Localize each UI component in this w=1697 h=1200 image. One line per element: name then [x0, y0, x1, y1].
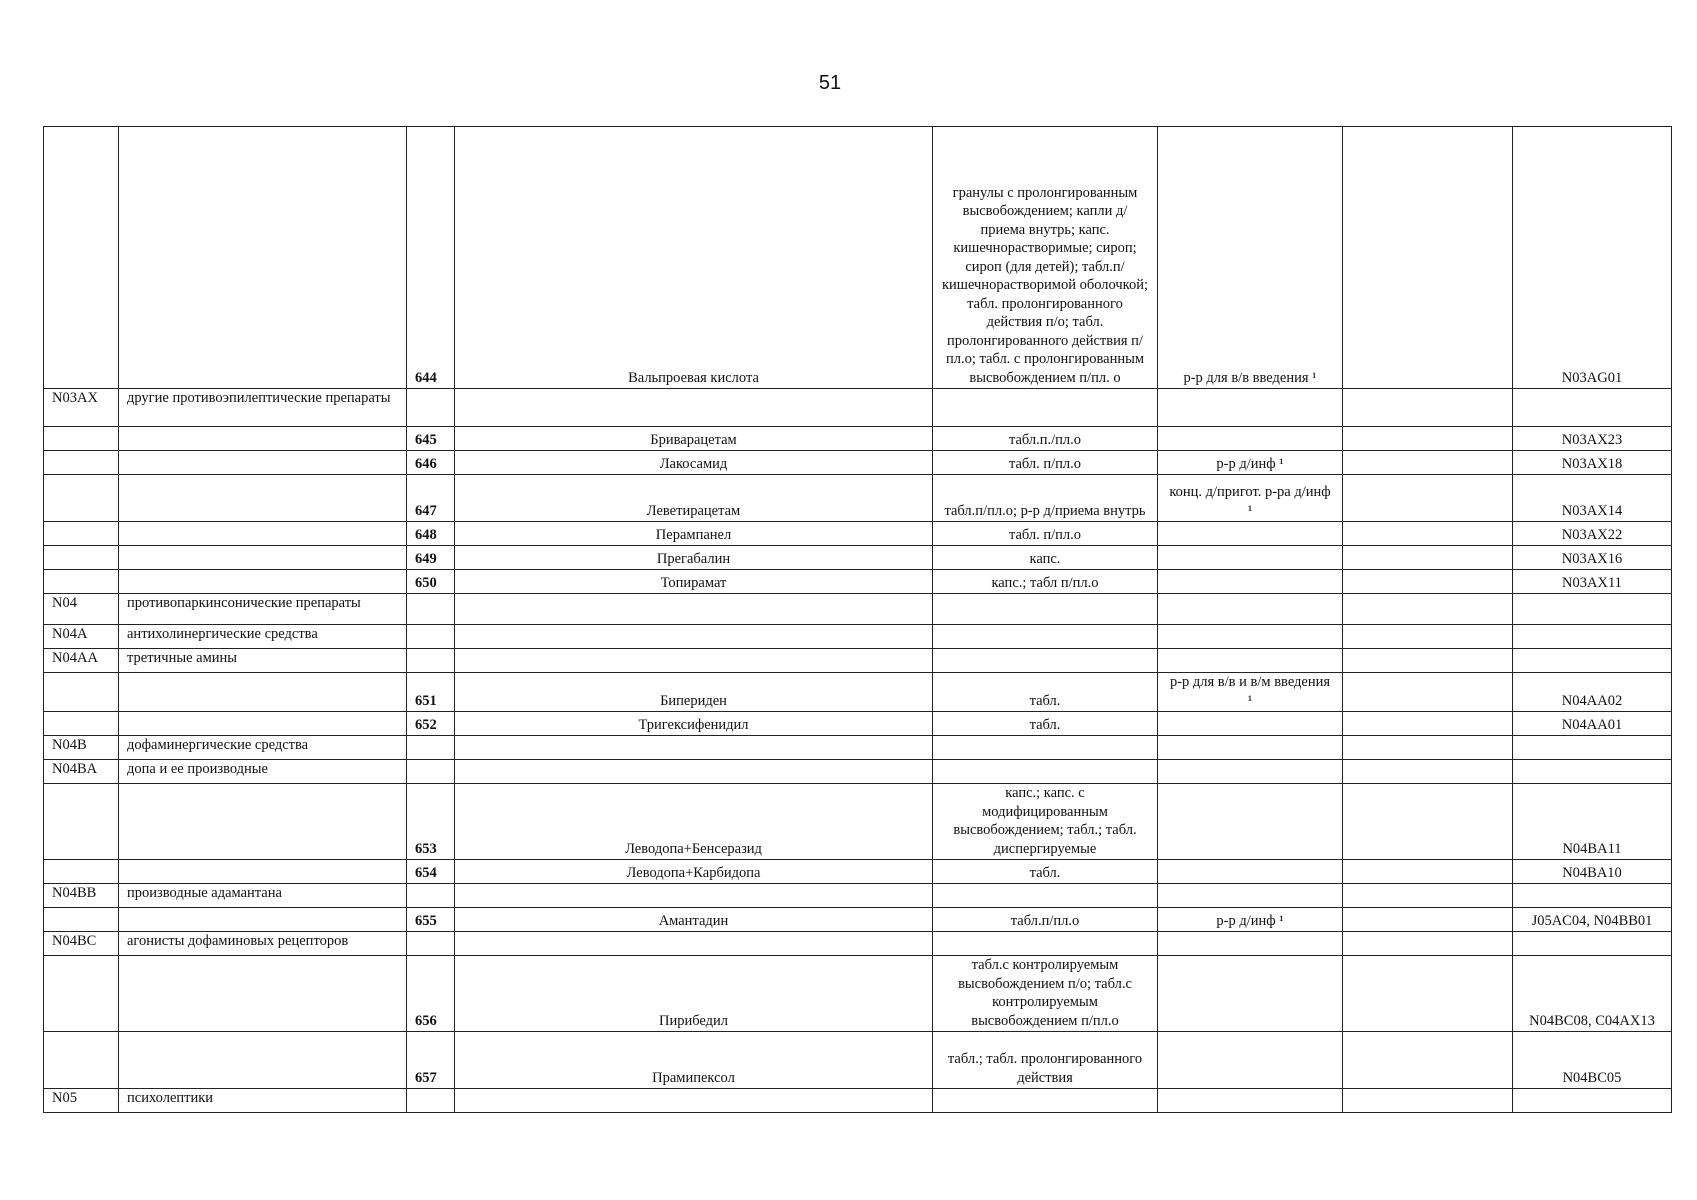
extra-cell — [1343, 884, 1513, 908]
drug-name — [455, 884, 933, 908]
atc-group-code: N04BA — [44, 760, 119, 784]
drug-name: Лакосамид — [455, 451, 933, 475]
row-number — [407, 649, 455, 673]
row-number: 648 — [407, 522, 455, 546]
table-body — [44, 127, 1672, 1113]
table-row — [44, 884, 1672, 908]
drug-name — [455, 649, 933, 673]
extra-cell — [1343, 546, 1513, 570]
injection-forms — [1158, 594, 1343, 625]
group-name: другие противоэпилептические препараты — [119, 389, 407, 427]
atc-code: N03AX23 — [1513, 427, 1672, 451]
group-name — [119, 908, 407, 932]
row-number — [407, 625, 455, 649]
atc-code — [1513, 594, 1672, 625]
group-name: агонисты дофаминовых рецепторов — [119, 932, 407, 956]
group-name — [119, 451, 407, 475]
dosage-forms: табл.; табл. пролонгированного действия — [933, 1032, 1158, 1089]
row-number: 657 — [407, 1032, 455, 1089]
extra-cell — [1343, 625, 1513, 649]
group-name — [119, 546, 407, 570]
atc-code: J05AC04, N04BB01 — [1513, 908, 1672, 932]
injection-forms — [1158, 389, 1343, 427]
extra-cell — [1343, 594, 1513, 625]
dosage-forms: капс.; капс. с модифицированным высвобождением; табл.; табл. диспергируемые — [933, 784, 1158, 860]
table-row — [44, 389, 1672, 427]
extra-cell — [1343, 712, 1513, 736]
group-name — [119, 956, 407, 1032]
injection-forms — [1158, 760, 1343, 784]
dosage-forms: табл.с контролируемым высвобождением п/о; табл.с контролируемым высвобождением п/пл.о — [933, 956, 1158, 1032]
atc-code — [1513, 760, 1672, 784]
row-number — [407, 736, 455, 760]
table-row — [44, 1089, 1672, 1113]
atc-group-code — [44, 546, 119, 570]
atc-group-code: N04AA — [44, 649, 119, 673]
group-name — [119, 127, 407, 389]
drug-name: Вальпроевая кислота — [455, 127, 933, 389]
injection-forms: р-р для в/в введения ¹ — [1158, 127, 1343, 389]
row-number — [407, 389, 455, 427]
group-name: антихолинергические средства — [119, 625, 407, 649]
atc-group-code: N04 — [44, 594, 119, 625]
injection-forms — [1158, 427, 1343, 451]
injection-forms — [1158, 1089, 1343, 1113]
atc-code — [1513, 1089, 1672, 1113]
table-row — [44, 1032, 1672, 1089]
table-row — [44, 736, 1672, 760]
injection-forms: р-р для в/в и в/м введения ¹ — [1158, 673, 1343, 712]
atc-code — [1513, 932, 1672, 956]
group-name: противопаркинсонические препараты — [119, 594, 407, 625]
atc-group-code — [44, 860, 119, 884]
injection-forms — [1158, 736, 1343, 760]
table-row — [44, 127, 1672, 389]
group-name — [119, 712, 407, 736]
row-number — [407, 1089, 455, 1113]
row-number: 646 — [407, 451, 455, 475]
group-name: дофаминергические средства — [119, 736, 407, 760]
page-number: 51 — [818, 72, 842, 94]
row-number: 653 — [407, 784, 455, 860]
group-name — [119, 522, 407, 546]
extra-cell — [1343, 736, 1513, 760]
group-name — [119, 860, 407, 884]
group-name: третичные амины — [119, 649, 407, 673]
table-row — [44, 625, 1672, 649]
extra-cell — [1343, 475, 1513, 522]
extra-cell — [1343, 1089, 1513, 1113]
drug-name — [455, 736, 933, 760]
drug-name — [455, 1089, 933, 1113]
extra-cell — [1343, 649, 1513, 673]
row-number — [407, 884, 455, 908]
row-number: 644 — [407, 127, 455, 389]
extra-cell — [1343, 956, 1513, 1032]
dosage-forms: табл. п/пл.о — [933, 522, 1158, 546]
dosage-forms — [933, 760, 1158, 784]
injection-forms: р-р д/инф ¹ — [1158, 908, 1343, 932]
table-row — [44, 712, 1672, 736]
drug-name: Бриварацетам — [455, 427, 933, 451]
group-name: психолептики — [119, 1089, 407, 1113]
table-row — [44, 760, 1672, 784]
table-row — [44, 932, 1672, 956]
atc-code — [1513, 649, 1672, 673]
row-number: 655 — [407, 908, 455, 932]
row-number — [407, 932, 455, 956]
extra-cell — [1343, 760, 1513, 784]
drug-name — [455, 594, 933, 625]
table-row — [44, 546, 1672, 570]
drug-name: Прегабалин — [455, 546, 933, 570]
extra-cell — [1343, 522, 1513, 546]
atc-code: N04BA10 — [1513, 860, 1672, 884]
injection-forms — [1158, 712, 1343, 736]
atc-group-code — [44, 451, 119, 475]
extra-cell — [1343, 932, 1513, 956]
atc-group-code: N04A — [44, 625, 119, 649]
dosage-forms: табл.п./пл.о — [933, 427, 1158, 451]
dosage-forms — [933, 884, 1158, 908]
drug-name: Леводопа+Карбидопа — [455, 860, 933, 884]
extra-cell — [1343, 570, 1513, 594]
atc-group-code — [44, 956, 119, 1032]
injection-forms — [1158, 956, 1343, 1032]
table-row — [44, 475, 1672, 522]
table-row — [44, 522, 1672, 546]
drug-name — [455, 389, 933, 427]
dosage-forms — [933, 649, 1158, 673]
drug-name: Леводопа+Бенсеразид — [455, 784, 933, 860]
atc-code: N04BC08, C04AX13 — [1513, 956, 1672, 1032]
row-number: 649 — [407, 546, 455, 570]
atc-group-code — [44, 1032, 119, 1089]
injection-forms — [1158, 649, 1343, 673]
table-row — [44, 649, 1672, 673]
injection-forms — [1158, 522, 1343, 546]
dosage-forms: табл. п/пл.о — [933, 451, 1158, 475]
atc-code: N04BC05 — [1513, 1032, 1672, 1089]
group-name — [119, 784, 407, 860]
extra-cell — [1343, 389, 1513, 427]
extra-cell — [1343, 451, 1513, 475]
dosage-forms: табл. — [933, 860, 1158, 884]
row-number: 651 — [407, 673, 455, 712]
dosage-forms: табл. — [933, 712, 1158, 736]
group-name — [119, 570, 407, 594]
atc-code — [1513, 884, 1672, 908]
atc-code: N03AX16 — [1513, 546, 1672, 570]
injection-forms — [1158, 570, 1343, 594]
row-number: 645 — [407, 427, 455, 451]
table-row — [44, 784, 1672, 860]
drug-name: Бипериден — [455, 673, 933, 712]
drug-name: Тригексифенидил — [455, 712, 933, 736]
extra-cell — [1343, 127, 1513, 389]
atc-group-code: N03AX — [44, 389, 119, 427]
drug-name: Прамипексол — [455, 1032, 933, 1089]
atc-group-code — [44, 712, 119, 736]
table-row — [44, 451, 1672, 475]
atc-group-code — [44, 673, 119, 712]
dosage-forms — [933, 1089, 1158, 1113]
drug-name: Перампанел — [455, 522, 933, 546]
extra-cell — [1343, 1032, 1513, 1089]
dosage-forms: табл.п/пл.о; р-р д/приема внутрь — [933, 475, 1158, 522]
group-name: допа и ее производные — [119, 760, 407, 784]
row-number: 656 — [407, 956, 455, 1032]
atc-code — [1513, 389, 1672, 427]
drug-name — [455, 932, 933, 956]
table-row — [44, 956, 1672, 1032]
table-row — [44, 570, 1672, 594]
atc-group-code — [44, 475, 119, 522]
drug-name — [455, 625, 933, 649]
group-name — [119, 1032, 407, 1089]
atc-code: N03AX18 — [1513, 451, 1672, 475]
extra-cell — [1343, 673, 1513, 712]
atc-group-code — [44, 427, 119, 451]
atc-group-code — [44, 784, 119, 860]
table-row — [44, 908, 1672, 932]
injection-forms — [1158, 1032, 1343, 1089]
row-number: 647 — [407, 475, 455, 522]
atc-code — [1513, 736, 1672, 760]
row-number: 652 — [407, 712, 455, 736]
dosage-forms: табл. — [933, 673, 1158, 712]
atc-code: N04AA01 — [1513, 712, 1672, 736]
injection-forms — [1158, 884, 1343, 908]
atc-group-code — [44, 908, 119, 932]
table-row — [44, 427, 1672, 451]
drug-name: Пирибедил — [455, 956, 933, 1032]
extra-cell — [1343, 784, 1513, 860]
atc-group-code: N05 — [44, 1089, 119, 1113]
injection-forms — [1158, 625, 1343, 649]
injection-forms — [1158, 860, 1343, 884]
dosage-forms — [933, 594, 1158, 625]
atc-code: N03AX14 — [1513, 475, 1672, 522]
atc-group-code: N04BC — [44, 932, 119, 956]
atc-group-code — [44, 522, 119, 546]
group-name — [119, 475, 407, 522]
atc-code: N03AG01 — [1513, 127, 1672, 389]
dosage-forms: капс. — [933, 546, 1158, 570]
dosage-forms — [933, 625, 1158, 649]
atc-group-code: N04BB — [44, 884, 119, 908]
dosage-forms — [933, 932, 1158, 956]
dosage-forms: табл.п/пл.о — [933, 908, 1158, 932]
row-number — [407, 760, 455, 784]
atc-code: N03AX11 — [1513, 570, 1672, 594]
group-name — [119, 673, 407, 712]
atc-code — [1513, 625, 1672, 649]
dosage-forms — [933, 736, 1158, 760]
drug-name: Леветирацетам — [455, 475, 933, 522]
injection-forms — [1158, 932, 1343, 956]
drug-name: Топирамат — [455, 570, 933, 594]
drug-name: Амантадин — [455, 908, 933, 932]
table-row — [44, 860, 1672, 884]
injection-forms — [1158, 546, 1343, 570]
group-name — [119, 427, 407, 451]
extra-cell — [1343, 860, 1513, 884]
extra-cell — [1343, 908, 1513, 932]
injection-forms: конц. д/пригот. р-ра д/инф ¹ — [1158, 475, 1343, 522]
drug-table — [43, 126, 1672, 1113]
injection-forms — [1158, 784, 1343, 860]
atc-code: N04AA02 — [1513, 673, 1672, 712]
extra-cell — [1343, 427, 1513, 451]
group-name: производные адамантана — [119, 884, 407, 908]
dosage-forms: капс.; табл п/пл.о — [933, 570, 1158, 594]
drug-name — [455, 760, 933, 784]
injection-forms: р-р д/инф ¹ — [1158, 451, 1343, 475]
dosage-forms: гранулы с пролонгированным высвобождением; капли д/приема внутрь; капс. кишечнорастворимые; сироп; сироп (для детей); табл.п/кишечнорастворимой оболочкой; табл. пролонгированного действия п/о; табл. пролонгированного действия п/пл.о; табл. с пролонгированным высвобождением п/пл. о — [933, 127, 1158, 389]
row-number: 654 — [407, 860, 455, 884]
atc-code: N04BA11 — [1513, 784, 1672, 860]
table-row — [44, 673, 1672, 712]
atc-group-code — [44, 570, 119, 594]
dosage-forms — [933, 389, 1158, 427]
atc-group-code: N04B — [44, 736, 119, 760]
row-number: 650 — [407, 570, 455, 594]
row-number — [407, 594, 455, 625]
table-row — [44, 594, 1672, 625]
atc-code: N03AX22 — [1513, 522, 1672, 546]
atc-group-code — [44, 127, 119, 389]
